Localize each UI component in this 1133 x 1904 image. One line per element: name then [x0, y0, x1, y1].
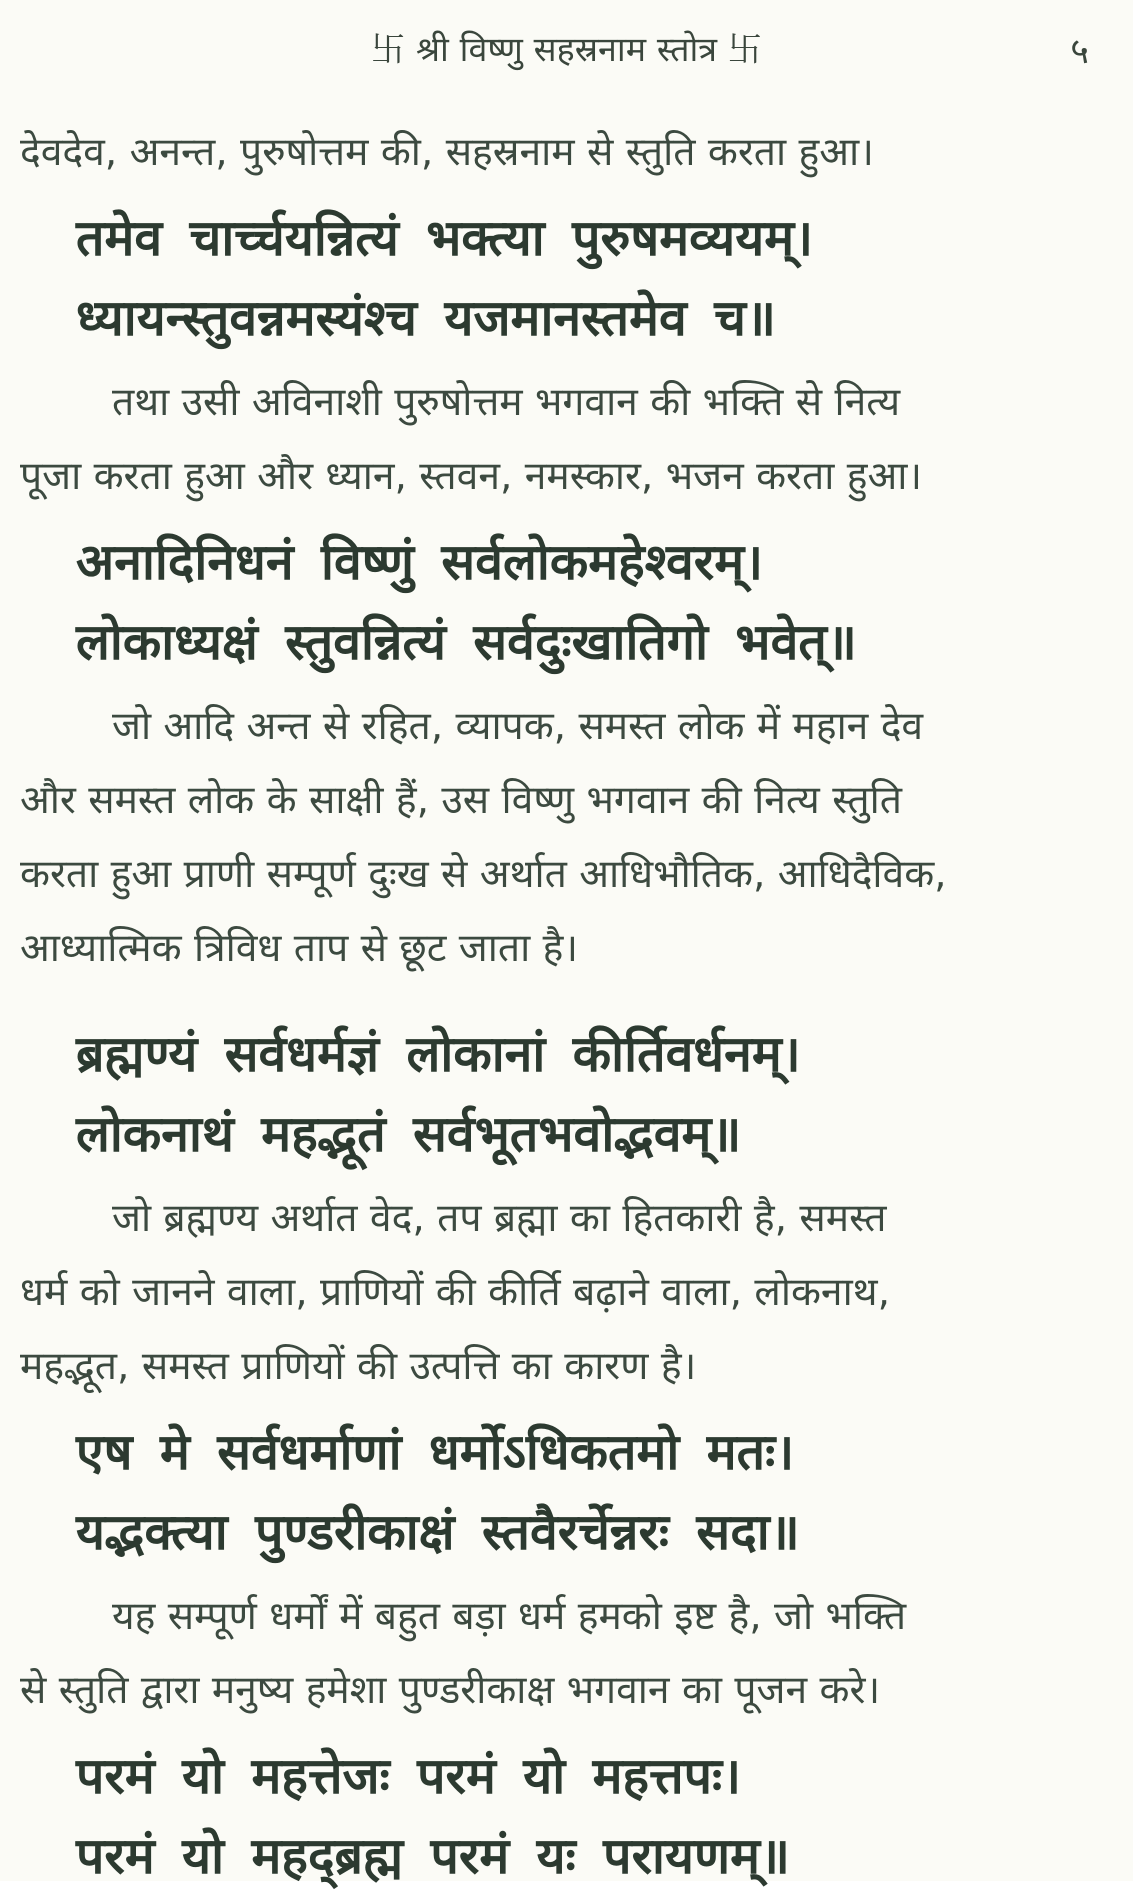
prose-line: जो आदि अन्त से रहित, व्यापक, समस्त लोक में महान देव [112, 704, 924, 749]
prose-line: तथा उसी अविनाशी पुरुषोत्तम भगवान की भक्ति से नित्य [112, 380, 901, 425]
page-body [20, 116, 1113, 1904]
prose-line: देवदेव, अनन्त, पुरुषोत्तम की, सहस्रनाम से स्तुति करता हुआ। [20, 130, 874, 175]
prose-line: महद्भूत, समस्त प्राणियों की उत्पत्ति का कारण है। [20, 1344, 697, 1389]
page-title: 卐 श्री विष्णु सहस्रनाम स्तोत्र 卐 [371, 30, 762, 70]
prose-line: करता हुआ प्राणी सम्पूर्ण दुःख से अर्थात आधिभौतिक, आधिदैविक, [20, 852, 947, 897]
page-header [0, 22, 1133, 82]
prose-line: धर्म को जानने वाला, प्राणियों की कीर्ति बढ़ाने वाला, लोकनाथ, [20, 1270, 890, 1315]
verse-line: लोकनाथं महद्भूतं सर्वभूतभवोद्भवम्॥ [76, 1105, 742, 1163]
prose-line: जो ब्रह्मण्य अर्थात वेद, तप ब्रह्मा का हितकारी है, समस्त [112, 1196, 887, 1241]
verse-line: लोकाध्यक्षं स्तुवन्नित्यं सर्वदुःखातिगो भवेत्॥ [76, 613, 857, 671]
prose-line: यह सम्पूर्ण धर्मों में बहुत बड़ा धर्म हमको इष्ट है, जो भक्ति [112, 1594, 907, 1639]
page-number: ५ [1070, 31, 1089, 72]
verse-line: तमेव चार्च्चयन्नित्यं भक्त्या पुरुषमव्ययम्। [76, 209, 814, 267]
spacer [20, 986, 1113, 1006]
prose-line: आध्यात्मिक त्रिविध ताप से छूट जाता है। [20, 926, 579, 971]
prose-line: से स्तुति द्वारा मनुष्य हमेशा पुण्डरीकाक्ष भगवान का पूजन करे। [20, 1668, 881, 1713]
verse-line: यद्भक्त्या पुण्डरीकाक्षं स्तवैरर्चेन्नरः सदा॥ [76, 1503, 800, 1561]
verse-line: परमं यो महत्तेजः परमं यो महत्तपः। [76, 1747, 742, 1805]
prose-line: पूजा करता हुआ और ध्यान, स्तवन, नमस्कार, भजन करता हुआ। [20, 454, 923, 499]
verse-line: अनादिनिधनं विष्णुं सर्वलोकमहेश्वरम्। [76, 533, 764, 591]
verse-line: परमं यो महद्ब्रह्म परमं यः परायणम्॥ [76, 1827, 790, 1885]
verse-line: एष मे सर्वधर्माणां धर्मोऽधिकतमो मतः। [76, 1423, 795, 1481]
prose-line: और समस्त लोक के साक्षी हैं, उस विष्णु भगवान की नित्य स्तुति [20, 778, 902, 823]
verse-line: ध्यायन्स्तुवन्नमस्यंश्च यजमानस्तमेव च॥ [76, 289, 776, 347]
verse-line: ब्रह्मण्यं सर्वधर्मज्ञं लोकानां कीर्तिवर्धनम्। [76, 1025, 801, 1083]
